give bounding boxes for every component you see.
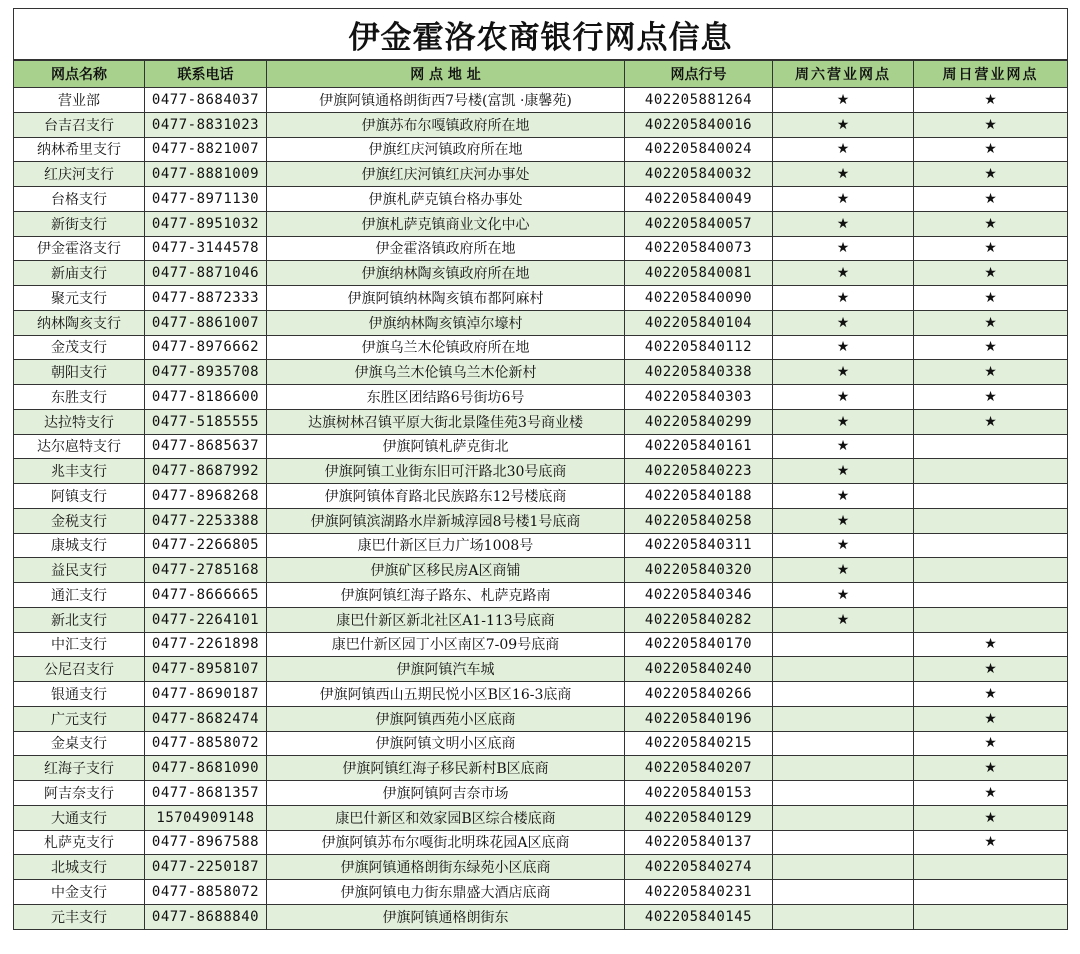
branch-code-cell: 402205840282 xyxy=(625,607,773,632)
branch-name-cell: 金税支行 xyxy=(14,508,145,533)
saturday-open-cell: ★ xyxy=(773,385,914,410)
address-cell: 东胜区团结路6号街坊6号 xyxy=(267,385,625,410)
col-header-code: 网点行号 xyxy=(625,60,773,88)
saturday-open-cell xyxy=(773,805,914,830)
address-cell: 伊旗阿镇文明小区底商 xyxy=(267,731,625,756)
address-cell: 伊旗阿镇阿吉奈市场 xyxy=(267,781,625,806)
phone-cell: 0477-8881009 xyxy=(145,162,267,187)
phone-cell: 0477-2264101 xyxy=(145,607,267,632)
table-row xyxy=(14,385,1068,410)
saturday-open-cell xyxy=(773,855,914,880)
branch-code-cell: 402205840032 xyxy=(625,162,773,187)
branch-code-cell: 402205840196 xyxy=(625,706,773,731)
saturday-open-cell: ★ xyxy=(773,286,914,311)
sunday-open-cell: ★ xyxy=(914,88,1068,113)
sunday-open-cell: ★ xyxy=(914,286,1068,311)
address-cell: 伊金霍洛镇政府所在地 xyxy=(267,236,625,261)
address-cell: 伊旗阿镇纳林陶亥镇布都阿麻村 xyxy=(267,286,625,311)
sunday-open-cell xyxy=(914,434,1068,459)
address-cell: 伊旗阿镇通格朗街西7号楼(富凯 ·康馨苑) xyxy=(267,88,625,113)
col-header-sunday: 周日营业网点 xyxy=(914,60,1068,88)
branch-name-cell: 朝阳支行 xyxy=(14,360,145,385)
branch-code-cell: 402205840258 xyxy=(625,508,773,533)
table-row xyxy=(14,360,1068,385)
saturday-open-cell: ★ xyxy=(773,558,914,583)
saturday-open-cell: ★ xyxy=(773,137,914,162)
table-row xyxy=(14,657,1068,682)
table-row xyxy=(14,211,1068,236)
saturday-open-cell: ★ xyxy=(773,508,914,533)
saturday-open-cell: ★ xyxy=(773,236,914,261)
saturday-open-cell xyxy=(773,632,914,657)
phone-cell: 0477-8968268 xyxy=(145,484,267,509)
saturday-open-cell: ★ xyxy=(773,211,914,236)
saturday-open-cell: ★ xyxy=(773,607,914,632)
address-cell: 伊旗红庆河镇红庆河办事处 xyxy=(267,162,625,187)
address-cell: 伊旗纳林陶亥镇政府所在地 xyxy=(267,261,625,286)
branch-code-cell: 402205881264 xyxy=(625,88,773,113)
phone-cell: 0477-8831023 xyxy=(145,112,267,137)
branch-name-cell: 札萨克支行 xyxy=(14,830,145,855)
saturday-open-cell xyxy=(773,781,914,806)
branch-name-cell: 北城支行 xyxy=(14,855,145,880)
branch-name-cell: 康城支行 xyxy=(14,533,145,558)
sheet-title: 伊金霍洛农商银行网点信息 xyxy=(14,9,1068,61)
saturday-open-cell: ★ xyxy=(773,261,914,286)
phone-cell: 0477-8681357 xyxy=(145,781,267,806)
branch-code-cell: 402205840274 xyxy=(625,855,773,880)
col-header-phone: 联系电话 xyxy=(145,60,267,88)
address-cell: 伊旗阿镇通格朗街东绿苑小区底商 xyxy=(267,855,625,880)
table-row xyxy=(14,731,1068,756)
phone-cell: 0477-8684037 xyxy=(145,88,267,113)
table-row xyxy=(14,904,1068,929)
saturday-open-cell: ★ xyxy=(773,112,914,137)
phone-cell: 0477-8685637 xyxy=(145,434,267,459)
branch-name-cell: 兆丰支行 xyxy=(14,459,145,484)
address-cell: 康巴什新区园丁小区南区7-09号底商 xyxy=(267,632,625,657)
col-header-name: 网点名称 xyxy=(14,60,145,88)
table-row xyxy=(14,236,1068,261)
branch-name-cell: 新庙支行 xyxy=(14,261,145,286)
phone-cell: 0477-8688840 xyxy=(145,904,267,929)
saturday-open-cell: ★ xyxy=(773,88,914,113)
saturday-open-cell: ★ xyxy=(773,583,914,608)
phone-cell: 0477-8186600 xyxy=(145,385,267,410)
branch-code-cell: 402205840090 xyxy=(625,286,773,311)
phone-cell: 0477-8967588 xyxy=(145,830,267,855)
saturday-open-cell: ★ xyxy=(773,335,914,360)
branch-code-cell: 402205840073 xyxy=(625,236,773,261)
address-cell: 康巴什新区和效家园B区综合楼底商 xyxy=(267,805,625,830)
branch-name-cell: 金桌支行 xyxy=(14,731,145,756)
branch-code-cell: 402205840137 xyxy=(625,830,773,855)
branch-name-cell: 益民支行 xyxy=(14,558,145,583)
address-cell: 伊旗阿镇西苑小区底商 xyxy=(267,706,625,731)
table-row xyxy=(14,558,1068,583)
branch-name-cell: 广元支行 xyxy=(14,706,145,731)
branch-code-cell: 402205840170 xyxy=(625,632,773,657)
branch-name-cell: 公尼召支行 xyxy=(14,657,145,682)
col-header-saturday: 周六营业网点 xyxy=(773,60,914,88)
branch-code-cell: 402205840024 xyxy=(625,137,773,162)
address-cell: 伊旗阿镇红海子路东、札萨克路南 xyxy=(267,583,625,608)
phone-cell: 0477-8976662 xyxy=(145,335,267,360)
sunday-open-cell xyxy=(914,583,1068,608)
branch-name-cell: 新北支行 xyxy=(14,607,145,632)
phone-cell: 0477-8935708 xyxy=(145,360,267,385)
branch-name-cell: 伊金霍洛支行 xyxy=(14,236,145,261)
table-row xyxy=(14,261,1068,286)
table-row xyxy=(14,88,1068,113)
phone-cell: 0477-2250187 xyxy=(145,855,267,880)
table-row xyxy=(14,632,1068,657)
table-body xyxy=(14,88,1068,930)
phone-cell: 0477-8951032 xyxy=(145,211,267,236)
phone-cell: 0477-8821007 xyxy=(145,137,267,162)
phone-cell: 0477-5185555 xyxy=(145,409,267,434)
address-cell: 伊旗阿镇体育路北民族路东12号楼底商 xyxy=(267,484,625,509)
phone-cell: 0477-8690187 xyxy=(145,682,267,707)
branch-name-cell: 营业部 xyxy=(14,88,145,113)
saturday-open-cell: ★ xyxy=(773,310,914,335)
table-row xyxy=(14,533,1068,558)
sunday-open-cell xyxy=(914,607,1068,632)
table-row xyxy=(14,855,1068,880)
phone-cell: 0477-8858072 xyxy=(145,880,267,905)
saturday-open-cell: ★ xyxy=(773,162,914,187)
sunday-open-cell: ★ xyxy=(914,409,1068,434)
branch-name-cell: 台吉召支行 xyxy=(14,112,145,137)
table-row xyxy=(14,756,1068,781)
sunday-open-cell: ★ xyxy=(914,706,1068,731)
branch-name-cell: 聚元支行 xyxy=(14,286,145,311)
phone-cell: 0477-8687992 xyxy=(145,459,267,484)
saturday-open-cell xyxy=(773,657,914,682)
phone-cell: 0477-2261898 xyxy=(145,632,267,657)
branch-code-cell: 402205840299 xyxy=(625,409,773,434)
sunday-open-cell: ★ xyxy=(914,112,1068,137)
phone-cell: 0477-2253388 xyxy=(145,508,267,533)
table-row xyxy=(14,187,1068,212)
table-row xyxy=(14,583,1068,608)
phone-cell: 0477-3144578 xyxy=(145,236,267,261)
sunday-open-cell xyxy=(914,855,1068,880)
sunday-open-cell: ★ xyxy=(914,682,1068,707)
phone-cell: 0477-8872333 xyxy=(145,286,267,311)
table-row xyxy=(14,682,1068,707)
sunday-open-cell: ★ xyxy=(914,632,1068,657)
sunday-open-cell xyxy=(914,904,1068,929)
branch-name-cell: 中汇支行 xyxy=(14,632,145,657)
branch-table xyxy=(13,8,1068,930)
col-header-address: 网 点 地 址 xyxy=(267,60,625,88)
sunday-open-cell xyxy=(914,880,1068,905)
table-row xyxy=(14,706,1068,731)
branch-name-cell: 纳林陶亥支行 xyxy=(14,310,145,335)
table-row xyxy=(14,484,1068,509)
saturday-open-cell xyxy=(773,756,914,781)
branch-name-cell: 元丰支行 xyxy=(14,904,145,929)
branch-code-cell: 402205840215 xyxy=(625,731,773,756)
phone-cell: 0477-8958107 xyxy=(145,657,267,682)
branch-code-cell: 402205840112 xyxy=(625,335,773,360)
branch-code-cell: 402205840145 xyxy=(625,904,773,929)
address-cell: 伊旗阿镇苏布尔嘎街北明珠花园A区底商 xyxy=(267,830,625,855)
table-row xyxy=(14,805,1068,830)
saturday-open-cell: ★ xyxy=(773,484,914,509)
branch-name-cell: 金茂支行 xyxy=(14,335,145,360)
sunday-open-cell xyxy=(914,484,1068,509)
branch-code-cell: 402205840161 xyxy=(625,434,773,459)
branch-code-cell: 402205840338 xyxy=(625,360,773,385)
address-cell: 伊旗乌兰木伦镇政府所在地 xyxy=(267,335,625,360)
saturday-open-cell xyxy=(773,904,914,929)
address-cell: 康巴什新区新北社区A1-113号底商 xyxy=(267,607,625,632)
branch-name-cell: 红庆河支行 xyxy=(14,162,145,187)
branch-name-cell: 阿吉奈支行 xyxy=(14,781,145,806)
sunday-open-cell: ★ xyxy=(914,162,1068,187)
sunday-open-cell: ★ xyxy=(914,211,1068,236)
sunday-open-cell: ★ xyxy=(914,756,1068,781)
branch-code-cell: 402205840129 xyxy=(625,805,773,830)
branch-code-cell: 402205840188 xyxy=(625,484,773,509)
table-row xyxy=(14,880,1068,905)
sunday-open-cell: ★ xyxy=(914,385,1068,410)
table-row xyxy=(14,335,1068,360)
phone-cell: 0477-8971130 xyxy=(145,187,267,212)
branch-code-cell: 402205840311 xyxy=(625,533,773,558)
sunday-open-cell: ★ xyxy=(914,805,1068,830)
phone-cell: 0477-8871046 xyxy=(145,261,267,286)
table-row xyxy=(14,459,1068,484)
address-cell: 伊旗矿区移民房A区商铺 xyxy=(267,558,625,583)
branch-code-cell: 402205840049 xyxy=(625,187,773,212)
address-cell: 伊旗苏布尔嘎镇政府所在地 xyxy=(267,112,625,137)
branch-name-cell: 中金支行 xyxy=(14,880,145,905)
phone-cell: 15704909148 xyxy=(145,805,267,830)
address-cell: 伊旗阿镇工业街东旧可汗路北30号底商 xyxy=(267,459,625,484)
branch-name-cell: 纳林希里支行 xyxy=(14,137,145,162)
phone-cell: 0477-8858072 xyxy=(145,731,267,756)
table-row xyxy=(14,112,1068,137)
branch-name-cell: 红海子支行 xyxy=(14,756,145,781)
table-row xyxy=(14,137,1068,162)
sunday-open-cell xyxy=(914,508,1068,533)
branch-code-cell: 402205840240 xyxy=(625,657,773,682)
address-cell: 伊旗阿镇通格朗街东 xyxy=(267,904,625,929)
branch-code-cell: 402205840320 xyxy=(625,558,773,583)
header-row xyxy=(14,60,1068,88)
branch-info-sheet xyxy=(13,8,1067,930)
address-cell: 伊旗阿镇红海子移民新村B区底商 xyxy=(267,756,625,781)
phone-cell: 0477-8666665 xyxy=(145,583,267,608)
sunday-open-cell xyxy=(914,459,1068,484)
branch-code-cell: 402205840081 xyxy=(625,261,773,286)
branch-code-cell: 402205840303 xyxy=(625,385,773,410)
branch-code-cell: 402205840266 xyxy=(625,682,773,707)
sunday-open-cell: ★ xyxy=(914,137,1068,162)
address-cell: 伊旗乌兰木伦镇乌兰木伦新村 xyxy=(267,360,625,385)
branch-name-cell: 台格支行 xyxy=(14,187,145,212)
phone-cell: 0477-8681090 xyxy=(145,756,267,781)
branch-code-cell: 402205840346 xyxy=(625,583,773,608)
sunday-open-cell: ★ xyxy=(914,360,1068,385)
branch-code-cell: 402205840057 xyxy=(625,211,773,236)
branch-name-cell: 达尔扈特支行 xyxy=(14,434,145,459)
sunday-open-cell: ★ xyxy=(914,830,1068,855)
saturday-open-cell xyxy=(773,706,914,731)
saturday-open-cell xyxy=(773,682,914,707)
saturday-open-cell: ★ xyxy=(773,434,914,459)
sunday-open-cell: ★ xyxy=(914,310,1068,335)
saturday-open-cell xyxy=(773,731,914,756)
table-row xyxy=(14,310,1068,335)
address-cell: 伊旗纳林陶亥镇淖尔壕村 xyxy=(267,310,625,335)
sunday-open-cell: ★ xyxy=(914,335,1068,360)
address-cell: 伊旗阿镇滨湖路水岸新城淳园8号楼1号底商 xyxy=(267,508,625,533)
phone-cell: 0477-8861007 xyxy=(145,310,267,335)
sunday-open-cell xyxy=(914,558,1068,583)
branch-name-cell: 通汇支行 xyxy=(14,583,145,608)
saturday-open-cell: ★ xyxy=(773,459,914,484)
sunday-open-cell: ★ xyxy=(914,261,1068,286)
saturday-open-cell: ★ xyxy=(773,187,914,212)
address-cell: 达旗树林召镇平原大街北景隆佳苑3号商业楼 xyxy=(267,409,625,434)
table-row xyxy=(14,434,1068,459)
sunday-open-cell: ★ xyxy=(914,236,1068,261)
table-row xyxy=(14,830,1068,855)
table-row xyxy=(14,508,1068,533)
address-cell: 伊旗札萨克镇台格办事处 xyxy=(267,187,625,212)
sunday-open-cell: ★ xyxy=(914,781,1068,806)
address-cell: 伊旗阿镇汽车城 xyxy=(267,657,625,682)
branch-name-cell: 东胜支行 xyxy=(14,385,145,410)
table-row xyxy=(14,162,1068,187)
address-cell: 康巴什新区巨力广场1008号 xyxy=(267,533,625,558)
branch-name-cell: 新街支行 xyxy=(14,211,145,236)
address-cell: 伊旗阿镇西山五期民悦小区B区16-3底商 xyxy=(267,682,625,707)
table-row xyxy=(14,409,1068,434)
phone-cell: 0477-2785168 xyxy=(145,558,267,583)
sunday-open-cell: ★ xyxy=(914,187,1068,212)
branch-name-cell: 达拉特支行 xyxy=(14,409,145,434)
sunday-open-cell: ★ xyxy=(914,731,1068,756)
branch-name-cell: 大通支行 xyxy=(14,805,145,830)
branch-code-cell: 402205840231 xyxy=(625,880,773,905)
phone-cell: 0477-2266805 xyxy=(145,533,267,558)
address-cell: 伊旗阿镇电力街东鼎盛大酒店底商 xyxy=(267,880,625,905)
saturday-open-cell: ★ xyxy=(773,409,914,434)
table-row xyxy=(14,607,1068,632)
saturday-open-cell: ★ xyxy=(773,533,914,558)
branch-code-cell: 402205840104 xyxy=(625,310,773,335)
table-row xyxy=(14,286,1068,311)
address-cell: 伊旗阿镇札萨克街北 xyxy=(267,434,625,459)
branch-code-cell: 402205840223 xyxy=(625,459,773,484)
saturday-open-cell: ★ xyxy=(773,360,914,385)
branch-name-cell: 银通支行 xyxy=(14,682,145,707)
branch-code-cell: 402205840207 xyxy=(625,756,773,781)
sunday-open-cell: ★ xyxy=(914,657,1068,682)
branch-code-cell: 402205840153 xyxy=(625,781,773,806)
address-cell: 伊旗札萨克镇商业文化中心 xyxy=(267,211,625,236)
table-row xyxy=(14,781,1068,806)
sunday-open-cell xyxy=(914,533,1068,558)
phone-cell: 0477-8682474 xyxy=(145,706,267,731)
address-cell: 伊旗红庆河镇政府所在地 xyxy=(267,137,625,162)
branch-code-cell: 402205840016 xyxy=(625,112,773,137)
saturday-open-cell xyxy=(773,830,914,855)
branch-name-cell: 阿镇支行 xyxy=(14,484,145,509)
saturday-open-cell xyxy=(773,880,914,905)
